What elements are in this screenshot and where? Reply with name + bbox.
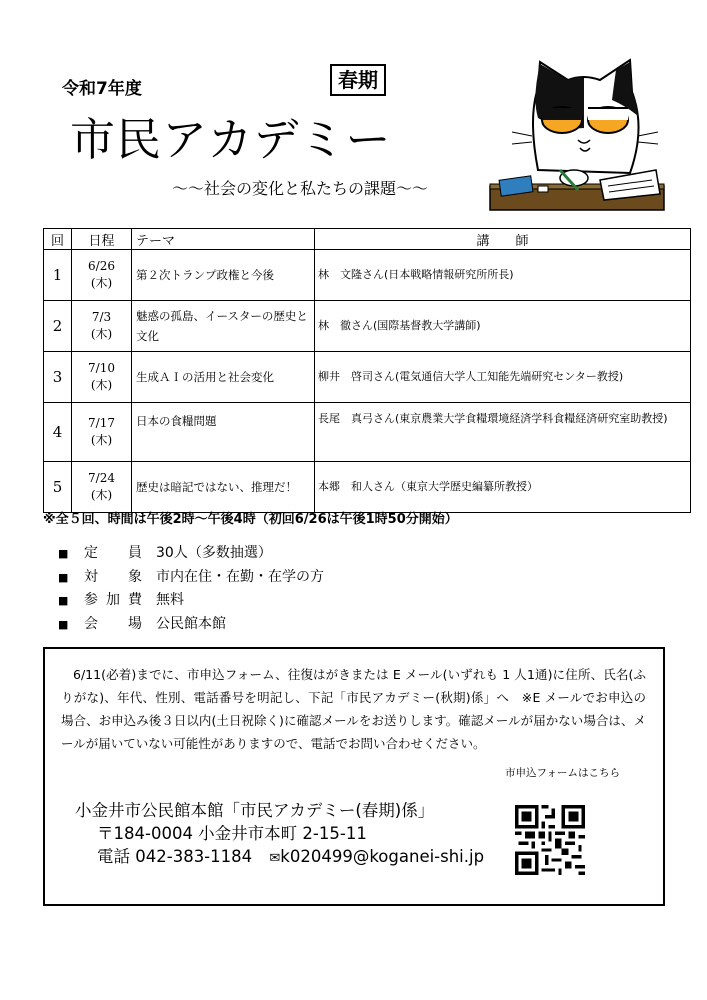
cat-illustration xyxy=(488,58,666,218)
contact-block xyxy=(75,799,484,870)
table-row xyxy=(44,403,691,462)
header-date: 日程 xyxy=(72,229,132,250)
mail-icon: ✉ xyxy=(269,851,281,866)
weekday: (木) xyxy=(90,488,113,502)
info-label xyxy=(84,613,156,637)
date-value: 7/24 xyxy=(88,471,115,485)
label-char: 会 xyxy=(84,615,98,632)
session-theme: 第２次トランプ政権と今後 xyxy=(132,250,315,301)
square-bullet-icon: ■ xyxy=(58,547,69,560)
info-value: 公民館本館 xyxy=(156,615,226,632)
form-link-label[interactable]: 市申込フォームはこちら xyxy=(505,767,620,779)
info-item-target xyxy=(58,566,324,590)
label-char: 費 xyxy=(128,592,142,608)
date-value: 7/10 xyxy=(88,361,115,375)
header-number: 回 xyxy=(44,229,72,250)
label-char: 場 xyxy=(128,615,142,632)
label-char: 参 xyxy=(84,592,98,608)
label-char: 定 xyxy=(84,545,98,561)
schedule-note: ※全５回、時間は午後2時～午後4時（初回6/26は午後1時50分開始） xyxy=(43,512,458,527)
info-value: 30人（多数抽選） xyxy=(156,545,272,561)
session-number: 1 xyxy=(44,250,72,301)
date-value: 6/26 xyxy=(88,259,115,273)
session-number: 2 xyxy=(44,301,72,352)
session-number: 4 xyxy=(44,403,72,462)
contact-line xyxy=(75,845,484,870)
session-theme: 魅惑の孤島、イースターの歴史と文化 xyxy=(132,301,315,352)
session-theme: 生成ＡＩの活用と社会変化 xyxy=(132,352,315,403)
date-value: 7/17 xyxy=(88,416,115,430)
fiscal-year: 令和7年度 xyxy=(62,79,142,99)
label-char: 対 xyxy=(84,568,98,585)
table-row xyxy=(44,352,691,403)
label-char: 象 xyxy=(128,568,142,585)
header-theme: テーマ xyxy=(132,229,315,250)
session-lecturer: 林 徹さん(国際基督教大学講師) xyxy=(315,301,691,352)
session-lecturer: 長尾 真弓さん(東京農業大学食糧環境経済学科食糧経済研究室助教授) xyxy=(315,403,691,462)
session-lecturer: 林 文隆さん(日本戦略情報研究所所長) xyxy=(315,250,691,301)
session-date xyxy=(72,352,132,403)
square-bullet-icon: ■ xyxy=(58,594,69,607)
info-label xyxy=(84,542,156,566)
application-text: 6/11(必着)までに、市申込フォーム、往復はがきまたは E メール(いずれも 1 人1通)に住所、氏名(ふりがな)、年代、性別、電話番号を明記し、下記「市民アカデミー(秋期)係」へ ※E メールでお申込の場合、お申込み後３日以内(土日祝除く)に確認メールをお送りします。確認メールが届かない場合は、メールが届いていない可能性がありますので、電話でお問い合わせください。 xyxy=(61,667,646,751)
info-label xyxy=(84,566,156,590)
session-theme: 歴史は暗記ではない、推理だ！ xyxy=(132,462,315,513)
session-number: 5 xyxy=(44,462,72,513)
square-bullet-icon: ■ xyxy=(58,617,69,631)
square-bullet-icon: ■ xyxy=(58,570,69,584)
table-header-row xyxy=(44,229,691,250)
info-value: 無料 xyxy=(156,592,184,608)
phone-number: 電話 042-383-1184 xyxy=(97,847,253,866)
weekday: (木) xyxy=(90,276,113,290)
table-row xyxy=(44,250,691,301)
session-date xyxy=(72,250,132,301)
session-theme: 日本の食糧問題 xyxy=(132,403,315,462)
info-list xyxy=(58,542,324,636)
info-item-capacity xyxy=(58,542,324,566)
table-row xyxy=(44,462,691,513)
weekday: (木) xyxy=(90,433,113,447)
session-lecturer: 柳井 啓司さん(電気通信大学人工知能先端研究センター教授) xyxy=(315,352,691,403)
page-subtitle: ～～社会の変化と私たちの課題～～ xyxy=(172,179,429,198)
table-row xyxy=(44,301,691,352)
info-item-fee xyxy=(58,589,324,613)
info-label xyxy=(84,589,156,613)
session-date xyxy=(72,403,132,462)
season-badge: 春期 xyxy=(330,64,386,96)
label-char: 員 xyxy=(128,545,142,561)
weekday: (木) xyxy=(90,378,113,392)
info-value: 市内在住・在勤・在学の方 xyxy=(156,568,324,585)
email-address[interactable]: k020499@koganei-shi.jp xyxy=(280,847,485,866)
date-value: 7/3 xyxy=(91,310,112,324)
session-date xyxy=(72,462,132,513)
label-char: 加 xyxy=(106,592,120,608)
info-item-venue xyxy=(58,613,324,637)
page-title: 市民アカデミー xyxy=(70,113,392,166)
session-lecturer: 本郷 和人さん（東京大学歴史編纂所教授） xyxy=(315,462,691,513)
weekday: (木) xyxy=(90,327,113,341)
qr-code[interactable] xyxy=(515,805,585,875)
schedule-table xyxy=(43,228,691,513)
session-date xyxy=(72,301,132,352)
session-number: 3 xyxy=(44,352,72,403)
office-address: 〒184-0004 小金井市本町 2-15-11 xyxy=(97,824,367,843)
office-name: 小金井市公民館本館「市民アカデミー(春期)係」 xyxy=(75,801,435,820)
header-lecturer: 講 師 xyxy=(315,229,691,250)
